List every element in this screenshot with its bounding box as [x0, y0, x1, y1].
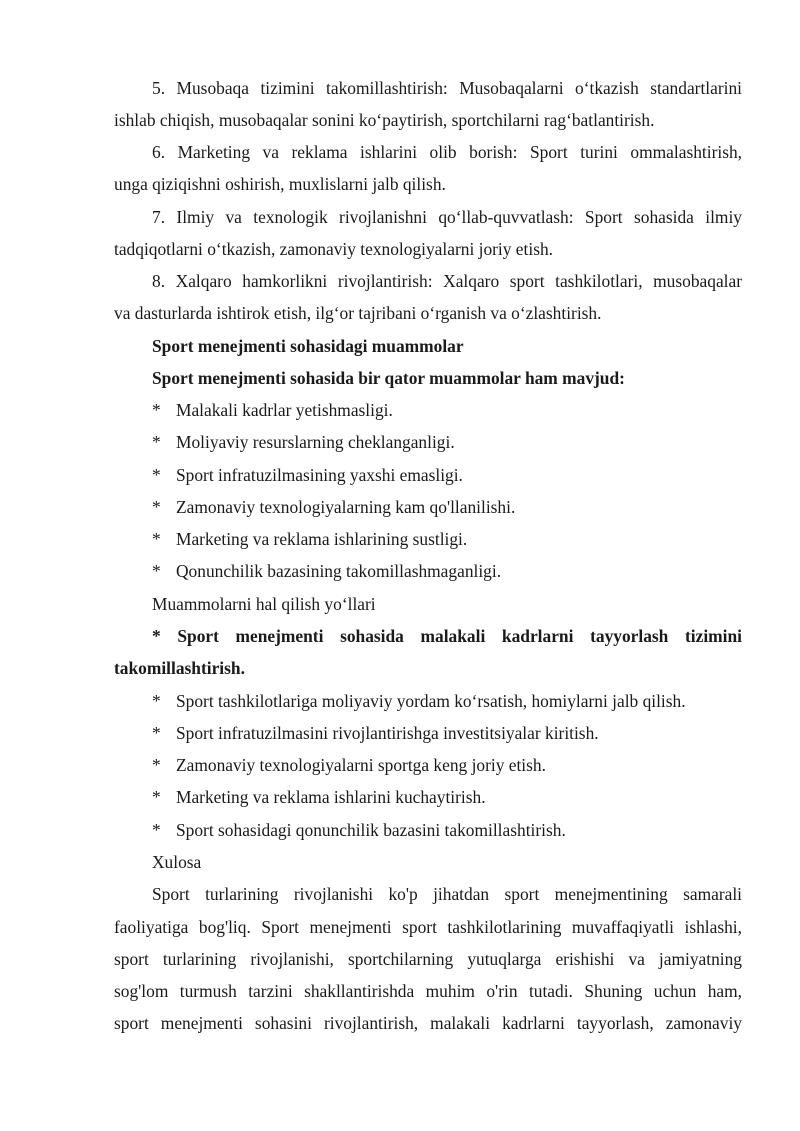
solution-item: * Sport sohasidagi qonunchilik bazasini takomillashtirish.: [152, 820, 566, 840]
heading-conclusion: Xulosa: [152, 852, 202, 872]
paragraph-7-line-1: 7. Ilmiy va texnologik rivojlanishni qo‘llab-quvvatlash: Sport sohasida ilmiy: [152, 207, 742, 227]
solution-item: * Sport infratuzilmasini rivojlantirishga investitsiyalar kiritish.: [152, 723, 599, 743]
bullet-star: *: [152, 691, 161, 711]
problem-item: * Marketing va reklama ishlarining sustligi.: [152, 529, 468, 549]
paragraph-7-line-2: tadqiqotlarni o‘tkazish, zamonaviy texnologiyalarni joriy etish.: [114, 239, 554, 259]
problem-item: * Sport infratuzilmasining yaxshi emasligi.: [152, 465, 463, 485]
heading-problems: Sport menejmenti sohasidagi muammolar: [152, 336, 464, 356]
bullet-star: *: [152, 820, 161, 840]
bullet-star: *: [152, 432, 161, 452]
problem-item: * Qonunchilik bazasining takomillashmaganligi.: [152, 561, 502, 581]
conclusion-line-5: sport menejmenti sohasini rivojlantirish, malakali kadrlarni tayyorlash, zamonaviy: [114, 1013, 742, 1033]
paragraph-8-line-2: va dasturlarda ishtirok etish, ilg‘or tajribani o‘rganish va o‘zlashtirish.: [114, 303, 602, 323]
bullet-star: *: [152, 755, 161, 775]
problem-item: * Moliyaviy resurslarning cheklanganligi.: [152, 432, 455, 452]
heading-solutions: Muammolarni hal qilish yo‘llari: [152, 594, 376, 614]
conclusion-line-4: sog'lom turmush tarzini shakllantirishda muhim o'rin tutadi. Shuning uchun ham,: [114, 981, 742, 1001]
paragraph-8-line-1: 8. Xalqaro hamkorlikni rivojlantirish: Xalqaro sport tashkilotlari, musobaqalar: [152, 271, 742, 291]
solution-bold-line-2: takomillashtirish.: [114, 658, 245, 678]
paragraph-5-line-2: ishlab chiqish, musobaqalar sonini ko‘paytirish, sportchilarni rag‘batlantirish.: [114, 110, 655, 130]
paragraph-6-line-1: 6. Marketing va reklama ishlarini olib borish: Sport turini ommalashtirish,: [152, 142, 742, 162]
bullet-star: *: [152, 723, 161, 743]
bullet-star: *: [152, 529, 161, 549]
conclusion-line-3: sport turlarining rivojlanishi, sportchilarning yutuqlarga erishishi va jamiyatning: [114, 949, 742, 969]
bullet-star: *: [152, 497, 161, 517]
conclusion-line-1: Sport turlarining rivojlanishi ko'p jihatdan sport menejmentining samarali: [152, 884, 742, 904]
paragraph-6-line-2: unga qiziqishni oshirish, muxlislarni jalb qilish.: [114, 174, 446, 194]
bullet-star: *: [152, 465, 161, 485]
solution-item: * Sport tashkilotlariga moliyaviy yordam ko‘rsatish, homiylarni jalb qilish.: [152, 691, 686, 711]
conclusion-line-2: faoliyatiga bog'liq. Sport menejmenti sport tashkilotlarining muvaffaqiyatli ishlashi,: [114, 917, 742, 937]
paragraph-5-line-1: 5. Musobaqa tizimini takomillashtirish: Musobaqalarni o‘tkazish standartlarini: [152, 78, 742, 98]
bullet-star: *: [152, 561, 161, 581]
problem-item: * Malakali kadrlar yetishmasligi.: [152, 400, 393, 420]
solution-item: * Zamonaviy texnologiyalarni sportga keng joriy etish.: [152, 755, 546, 775]
problem-item: * Zamonaviy texnologiyalarning kam qo'llanilishi.: [152, 497, 516, 517]
intro-problems: Sport menejmenti sohasida bir qator muammolar ham mavjud:: [152, 368, 625, 388]
solution-item: * Marketing va reklama ishlarini kuchaytirish.: [152, 787, 486, 807]
solution-bold-line-1: * Sport menejmenti sohasida malakali kadrlarni tayyorlash tizimini: [152, 626, 742, 646]
bullet-star: *: [152, 787, 161, 807]
bullet-star: *: [152, 400, 161, 420]
